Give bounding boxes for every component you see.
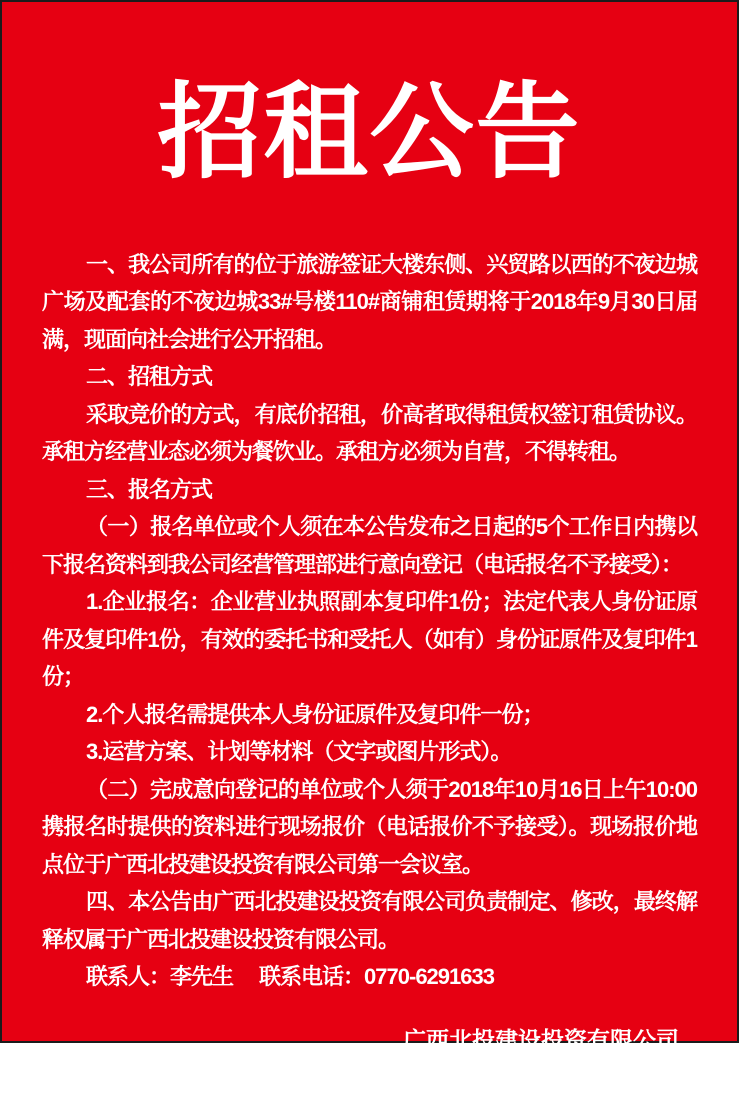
contact-person-name: 李先生 (170, 964, 234, 990)
signature-company-name: 广西北投建设投资有限公司 (403, 1026, 679, 1053)
announcement-title: 招租公告 (157, 70, 582, 193)
contact-phone-label: 联系电话： (259, 964, 365, 990)
contact-phone-number: 0770-6291633 (364, 964, 494, 990)
signature-block (403, 1022, 679, 1096)
announcement-body (42, 246, 697, 996)
paragraph-onsite-bidding-details: （二）完成意向登记的单位或个人须于2018年10月16日上午10:00携报名时提供的资料进行现场报价（电话报价不予接受）。现场报价地点位于广西北投建设投资有限公司第一会议室。 (42, 776, 697, 877)
paragraph-registration-requirements: （一）报名单位或个人须在本公告发布之日起的5个工作日内携以下报名资料到我公司经营管理部进行意向登记（电话报名不予接受）： (42, 514, 697, 577)
signature-date: 2018年9月30日 (461, 1063, 621, 1090)
paragraph-property-intro: 一、我公司所有的位于旅游签证大楼东侧、兴贸路以西的不夜边城广场及配套的不夜边城33#号楼110#商铺租赁期将于2018年9月30日届满，现面向社会进行公开招租。 (42, 251, 697, 352)
paragraph-rental-method-details: 采取竞价的方式，有底价招租，价高者取得租赁权签订租赁协议。承租方经营业态必须为餐饮业。承租方必须为自营，不得转租。 (42, 401, 697, 465)
paragraph-company-registration-materials: 1.企业报名：企业营业执照副本复印件1份；法定代表人身份证原件及复印件1份，有效的委托书和受托人（如有）身份证原件及复印件1份； (42, 589, 697, 690)
section-heading-registration: 三、报名方式 (86, 476, 213, 502)
contact-person-label: 联系人： (86, 964, 171, 990)
paragraph-operation-plan-materials: 3.运营方案、计划等材料（文字或图片形式）。 (86, 739, 512, 765)
contact-line (42, 958, 697, 996)
paragraph-interpretation-rights: 四、本公告由广西北投建设投资有限公司负责制定、修改，最终解释权属于广西北投建设投资有限公司。 (42, 889, 697, 952)
paragraph-individual-registration-materials: 2.个人报名需提供本人身份证原件及复印件一份； (86, 701, 544, 727)
section-heading-rental-method: 二、招租方式 (86, 364, 213, 390)
